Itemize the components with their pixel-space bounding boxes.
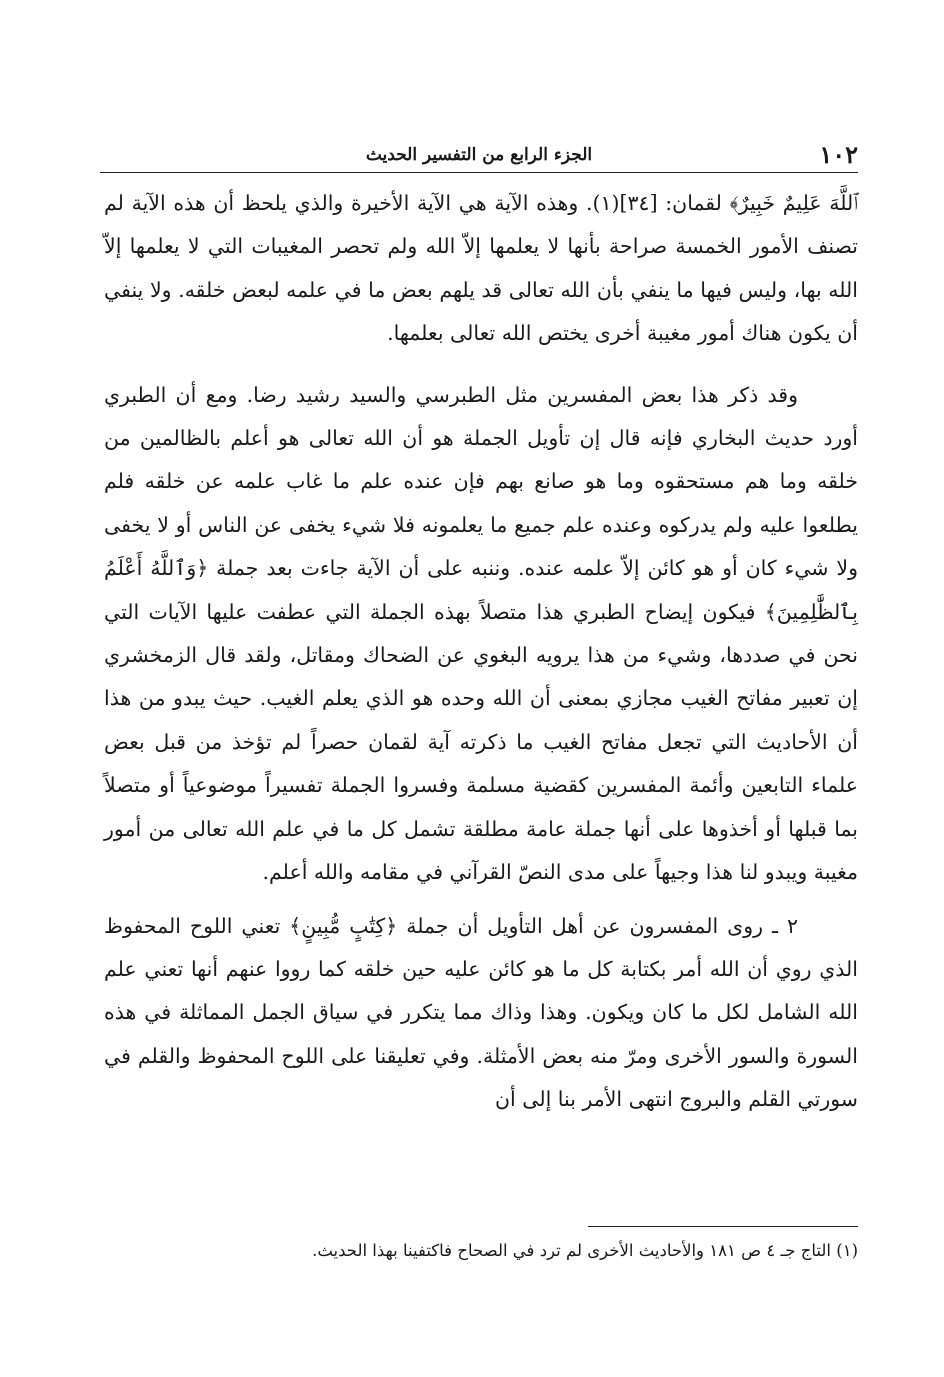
footnote-separator [588,1226,858,1227]
running-title: الجزء الرابع من التفسير الحديث [365,145,593,165]
paragraph-2 [104,374,858,895]
page-header [100,138,858,173]
footnote: (١) التاج جـ ٤ ص ١٨١ والأحاديث الأخرى لم ترد في الصحاح فاكتفينا بهذا الحديث. [312,1241,858,1260]
paragraph-3 [104,905,858,1122]
paragraph-1: ﭐﻟﻠَّﻪَ ﻋَﻠِﻴﻢٌ ﺧَﺒِﻴﺮٌ﴾ لقمان: [٣٤](١). وهذه الآية هي الآية الأخيرة والذي يلحظ أن هذه الآية لم تصنف الأمور الخمسة صراحة بأنها لا يعلمها إلاّ الله ولم تحصر المغيبات التي لا يعلمها إلاّ الله بها، وليس فيها ما ينفي بأن الله تعالى قد يلهم بعض ما في علمه لبعض خلقه. ولا ينفي أن يكون هناك أمور مغيبة أخرى يختص الله تعالى بعلمها. [104,191,858,346]
paragraph-3-text: ٢ ـ روى المفسرون عن أهل التأويل أن جملة ﴿كِتَٰبٍ مُّبِينٍ﴾ تعني اللوح المحفوظ الذي روي أن الله أمر بكتابة كل ما هو كائن عليه حين خلقه كما رووا عنهم أنها تعني علم الله الشامل لكل ما كان ويكون. وهذا وذاك مما يتكرر في سياق الجمل المماثلة في هذه السورة والسور الأخرى ومرّ منه بعض الأمثلة. وفي تعليقنا على اللوح المحفوظ والقلم في سورتي القلم والبروج انتهى الأمر بنا إلى أن [104,913,858,1112]
page-body [104,182,858,1122]
page-number: ١٠٢ [819,140,858,169]
paragraph-2-text: وقد ذكر هذا بعض المفسرين مثل الطبرسي والسيد رشيد رضا. ومع أن الطبري أورد حديث البخاري فإنه قال إن تأويل الجملة هو أن الله تعالى هو أعلم بالظالمين من خلقه وما هم مستحقوه وما هو صانع بهم فإن عنده علم ما غاب علمه عن خلقه فلم يطلعوا عليه ولم يدركوه وعنده علم جميع ما يعلمونه فلا شيء يخفى عن الناس أو لا يخفى ولا شيء كان أو هو كائن إلاّ علمه عنده. وننبه على أن الآية جاءت بعد جملة ﴿وَٱللَّهُ أَعْلَمُ بِٱلظَّٰلِمِينَ﴾ فيكون إيضاح الطبري هذا متصلاً بهذه الجملة التي عطفت عليها الآيات التي نحن في صددها، وشيء من هذا يرويه البغوي عن الضحاك ومقاتل، ولقد قال الزمخشري إن تعبير مفاتح الغيب مجازي بمعنى أن الله وحده هو الذي يعلم الغيب. حيث يبدو من هذا أن الأحاديث التي تجعل مفاتح الغيب ما ذكرته آية لقمان حصراً لم تؤخذ من قبل بعض علماء التابعين وأئمة المفسرين كقضية مسلمة وفسروا الجملة تفسيراً موضوعياً أو متصلاً بما قبلها أو أخذوها على أنها جملة عامة مطلقة تشمل كل ما في علم الله تعالى من أمور مغيبة ويبدو لنا هذا وجيهاً على مدى النصّ القرآني في مقامه والله أعلم. [104,382,858,885]
